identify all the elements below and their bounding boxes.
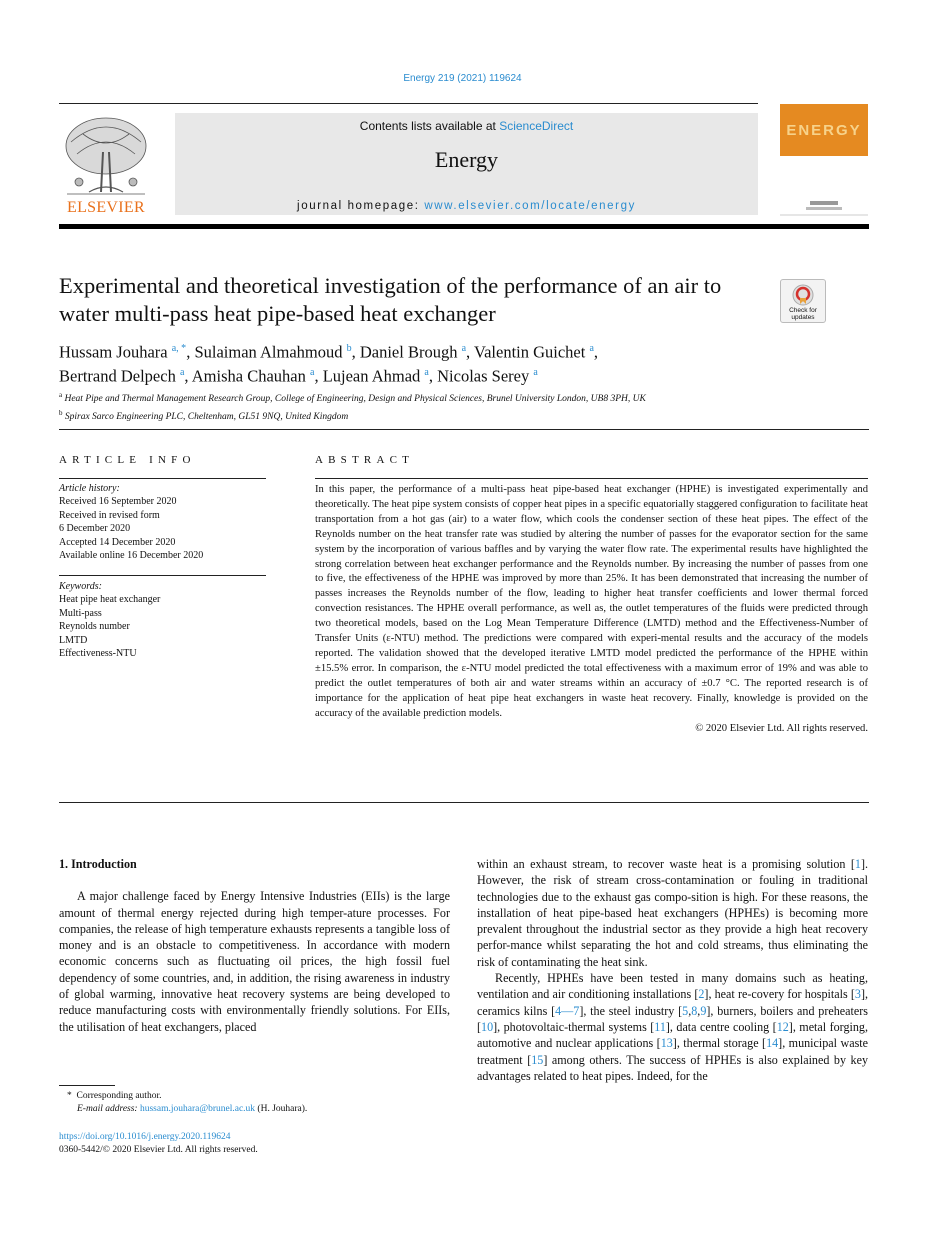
author-affiliation-mark[interactable]: a — [461, 343, 467, 354]
author[interactable]: Daniel Brough — [359, 342, 458, 362]
author-affiliation-mark[interactable]: a — [309, 366, 315, 378]
body-text: ], data centre cooling [ — [665, 1019, 777, 1034]
header-thick-rule — [59, 224, 869, 229]
body-text: within an exhaust stream, to recover waste heat is a promising solution [ — [477, 857, 855, 871]
author[interactable]: Nicolas Serey — [437, 366, 530, 385]
citation-link[interactable]: 5 — [682, 1003, 689, 1018]
citation-link[interactable]: 2 — [698, 987, 705, 1002]
article-history — [59, 482, 266, 562]
elsevier-wordmark: ELSEVIER — [67, 199, 145, 216]
journal-reference-link[interactable]: Energy 219 (2021) 119624 — [403, 73, 522, 84]
issn-line: 0360-5442/© 2020 Elsevier Ltd. All rights reserved. — [59, 1145, 258, 1156]
author-affiliation-mark[interactable]: a, * — [171, 343, 187, 354]
contents-prefix: Contents lists available at — [359, 119, 500, 133]
keyword: Heat pipe heat exchanger — [59, 594, 161, 606]
citation-link[interactable]: 8 — [691, 1003, 698, 1018]
author-separator: , — [351, 342, 360, 362]
citation-link[interactable]: 12 — [776, 1019, 789, 1034]
crossmark-icon — [792, 284, 814, 306]
citation-link[interactable]: 10 — [481, 1019, 494, 1034]
citation-link[interactable]: 15 — [531, 1052, 544, 1067]
body-paragraph — [477, 970, 868, 1084]
author-affiliation-mark[interactable]: a — [589, 343, 594, 354]
body-text: Recently, HPHEs have been tested in many domains such as heating, ventilation and air conditioning installations [ — [477, 971, 868, 1002]
sciencedirect-link[interactable]: ScienceDirect — [499, 119, 574, 133]
history-item: 6 December 2020 — [59, 523, 131, 535]
section-heading-introduction: 1. Introduction — [59, 857, 137, 871]
history-item: Accepted 14 December 2020 — [59, 536, 176, 548]
affiliations — [59, 389, 869, 424]
author[interactable]: Bertrand Delpech — [59, 366, 176, 385]
affiliation-rule — [59, 429, 869, 430]
cover-footer-logo — [780, 196, 868, 216]
keyword: Multi-pass — [59, 607, 102, 619]
author-affiliation-mark[interactable]: a — [424, 366, 429, 378]
body-paragraph — [477, 856, 868, 970]
keyword: Reynolds number — [59, 621, 130, 633]
citation-link[interactable]: 3 — [854, 987, 861, 1002]
affiliation-mark: a — [59, 391, 63, 399]
email-label: E-mail address: — [77, 1104, 140, 1115]
abstract-copyright: © 2020 Elsevier Ltd. All rights reserved. — [695, 722, 868, 734]
journal-homepage-link[interactable]: www.elsevier.com/locate/energy — [424, 200, 636, 212]
author[interactable]: Sulaiman Almahmoud — [194, 342, 343, 362]
body-text: ], metal forging, automotive and nuclear applications [ — [477, 1019, 868, 1051]
crossmark-label: Check for updates — [789, 307, 817, 321]
body-text: ], photovoltaic-thermal systems [ — [493, 1019, 655, 1034]
footnote — [59, 1090, 459, 1117]
body-text: ] among others. The success of HPHEs is also explained by key advantages related to heat pipes. Indeed, for the — [477, 1052, 869, 1083]
footnote-mark: * — [67, 1091, 72, 1101]
affiliation-mark: b — [59, 408, 63, 417]
citation-link[interactable]: 14 — [766, 1036, 779, 1051]
keyword: Effectiveness-NTU — [59, 648, 137, 660]
body-text: , — [688, 1003, 692, 1018]
affiliation-text: Spirax Sarco Engineering PLC, Cheltenham, GL51 9NQ, United Kingdom — [64, 411, 349, 422]
body-text: ], ceramics kilns [ — [477, 987, 868, 1018]
body-text: ], thermal storage [ — [672, 1036, 767, 1051]
journal-cover-thumbnail — [780, 104, 868, 156]
email-suffix: (H. Jouhara). — [255, 1104, 308, 1115]
abstract-end-rule — [59, 802, 869, 803]
keyword: LMTD — [59, 634, 88, 646]
abstract-heading: ABSTRACT — [315, 454, 415, 466]
affiliation — [59, 407, 869, 425]
citation-link[interactable]: 1 — [854, 857, 861, 871]
email-link[interactable]: hussam.jouhara@brunel.ac.uk — [139, 1104, 256, 1115]
author-separator: , — [314, 366, 323, 385]
homepage-line — [175, 200, 758, 212]
journal-name: Energy — [434, 147, 499, 172]
author-separator: , — [466, 342, 474, 362]
author-separator: , — [428, 366, 438, 385]
body-text: ], municipal waste treatment [ — [477, 1036, 869, 1067]
article-title: Experimental and theoretical investigation of the performance of an air to water multi-pass heat pipe-based heat exchanger — [59, 273, 722, 326]
doi-block — [59, 1131, 459, 1158]
citation-link[interactable]: 4—7 — [555, 1003, 580, 1018]
author[interactable]: Lujean Ahmad — [322, 366, 421, 385]
abstract-rule — [315, 478, 868, 479]
body-text: ], the steel industry [ — [579, 1003, 683, 1018]
author[interactable]: Amisha Chauhan — [191, 366, 306, 385]
article-info-heading: ARTICLE INFO — [59, 454, 196, 466]
header-top-rule — [59, 103, 758, 104]
author[interactable]: Hussam Jouhara — [59, 342, 168, 362]
history-item: Available online 16 December 2020 — [59, 550, 204, 562]
affiliation — [59, 389, 869, 407]
affiliation-text: Heat Pipe and Thermal Management Research Group, College of Engineering, Design and Physical Sciences, Brunel University London, UB8 3PH, UK — [64, 394, 646, 405]
body-column-right — [477, 856, 868, 1084]
body-text: ], burners, boilers and preheaters [ — [477, 1003, 868, 1034]
history-label: Article history: — [59, 483, 120, 494]
footnote-corresponding: Corresponding author. — [76, 1091, 162, 1101]
citation-link[interactable]: 11 — [654, 1019, 666, 1034]
abstract-paragraph: In this paper, the performance of a multi-pass heat pipe-based heat exchanger (HPHE) is investigated experimentally and theoretically. The heat pipe system consists of copper heat pipes in a specific equatorially staggered configuration to facilitate heat transportation from a hot gas (air) to a water flow, which cools the condenser section of these heat pipes. The effect of the Reynolds number on the heat transfer rate was studied by altering the number of passes for the evaporator section for the same system by the incorporation of various baffles and by varying the water flow rate. The experimental results have highlighted the strong correlation between heat exchanger performance and the Reynolds number. By increasing the number of passes from one to five, the effectiveness of the HPHE was improved by more than 25%. It has been demonstrated that increasing the number of passes increases the Reynolds number of the flow, leading to higher heat transfer coefficients and lower thermal forced convection resistances. The HPHE overall performance, as well as, the outlet temperatures of the fluids were predicted through two theoretical models, based on the Log Mean Temperature Difference (LMTD) method and the Effectiveness-Number of Transfer Units (ε-NTU) method. The predictions were compared with experi-mental results and the accuracy of the models reported. The validation showed that the developed iterative LMTD model predicted the performance of the HPHE within ±15.5% error. In comparison, the ε-NTU model predicted the total effectiveness with a maximum error of 19% and was able to predict the outlet temperatures of both air and water streams within an accuracy of ±0.7 °C. The reported research is of importance for the application of heat pipe heat exchangers in waste heat recovery. Finally, knowledge is provided on the accuracy of the available prediction models. — [315, 484, 868, 719]
author-affiliation-mark[interactable]: b — [346, 343, 352, 354]
body-column-left — [59, 856, 450, 1035]
author-affiliation-mark[interactable]: a — [533, 366, 538, 378]
author-separator: , — [593, 342, 599, 362]
doi-link[interactable]: https://doi.org/10.1016/j.energy.2020.119624 — [59, 1132, 231, 1142]
history-item: Received in revised form — [59, 509, 160, 521]
keywords-label: Keywords: — [59, 581, 102, 592]
body-text: ]. However, the risk of stream cross-contamination or fouling in traditional technologies due to the exhaust gas compo-sition is high. For these reasons, the installation of heat pipe-based heat exchangers (HPHEs) is becoming more prevalent throughout the industrial sector as they provide a high heat recovery perfor-mance whilst separating the hot and cold streams, thus eliminating the risk of contaminating the heat sink. — [477, 857, 868, 969]
article-info-rule — [59, 478, 266, 479]
body-paragraph: A major challenge faced by Energy Intensive Industries (EIIs) is the large amount of thermal energy rejected during high temper-ature processes. For companies, the release of high temperature exhausts represents a tangible loss of money and is an obstacle to competitiveness. In accordance with modern economic concerns such as fluctuating oil prices, the high fossil fuel dependency of some countries, and, in addition, the rising awareness in industry of global warming, innovative heat recovery systems are being developed to reduce manufacturing costs with environmentally friendly solutions. For EIIs, the utilisation of heat exchangers, placed — [59, 889, 450, 1034]
citation-link[interactable]: 13 — [660, 1036, 673, 1051]
author-separator: , — [184, 366, 192, 385]
cover-title: ENERGY — [786, 122, 862, 139]
abstract-body — [315, 483, 868, 736]
author[interactable]: Valentin Guichet — [474, 342, 586, 362]
citation-link[interactable]: 9 — [700, 1003, 707, 1018]
body-text: , — [697, 1003, 701, 1018]
author-separator: , — [186, 342, 195, 362]
keywords-rule — [59, 575, 266, 576]
author-list — [59, 339, 869, 386]
journal-banner — [175, 113, 758, 215]
keywords — [59, 580, 266, 660]
body-text: ], heat re-covery for hospitals [ — [704, 987, 855, 1002]
check-for-updates-button[interactable] — [780, 279, 826, 323]
author-affiliation-mark[interactable]: a — [179, 366, 185, 378]
footnote-rule — [59, 1085, 115, 1086]
contents-line — [175, 119, 758, 133]
homepage-prefix: journal homepage: — [297, 200, 425, 212]
history-item: Received 16 September 2020 — [59, 496, 177, 508]
